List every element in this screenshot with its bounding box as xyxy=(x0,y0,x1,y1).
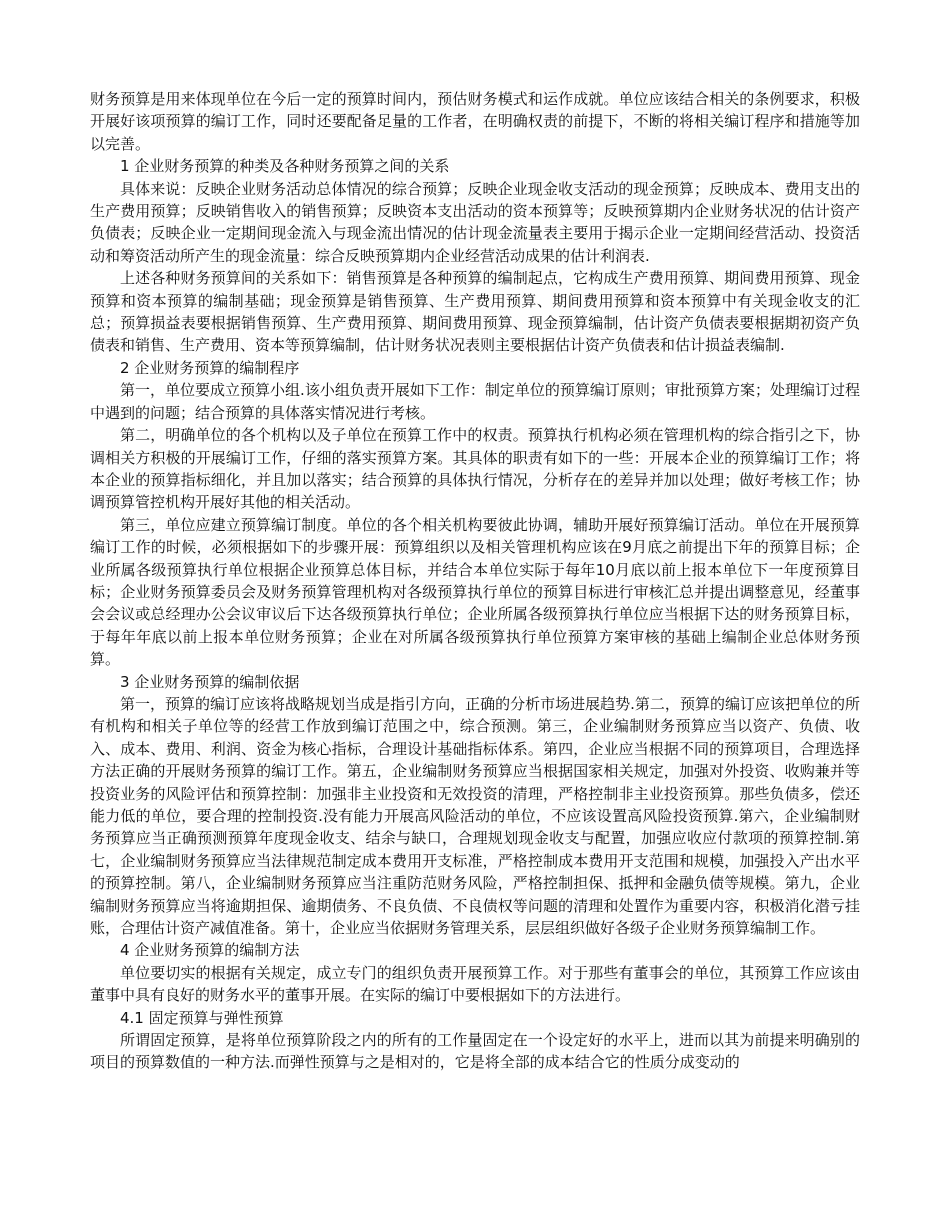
document-page xyxy=(90,88,860,1074)
body-paragraph: 上述各种财务预算间的关系如下：销售预算是各种预算的编制起点，它构成生产费用预算、期间费用预算、现金预算和资本预算的编制基础；现金预算是销售预算、生产费用预算、期间费用预算和资本预算中有关现金收支的汇总；预算损益表要根据销售预算、生产费用预算、期间费用预算、现金预算编制，估计资产负债表要根据期初资产负债表和销售、生产费用、资本等预算编制，估计财务状况表则主要根据估计资产负债表和估计损益表编制. xyxy=(90,269,860,355)
body-paragraph: 财务预算是用来体现单位在今后一定的预算时间内，预估财务模式和运作成就。单位应该结合相关的条例要求，积极开展好该项预算的编订工作，同时还要配备足量的工作者，在明确权责的前提下，不断的将相关编订程序和措施等加以完善。 xyxy=(90,90,860,153)
body-paragraph: 第三，单位应建立预算编订制度。单位的各个相关机构要彼此协调，辅助开展好预算编订活动。单位在开展预算编订工作的时候，必须根据如下的步骤开展：预算组织以及相关管理机构应该在9月底之前提出下年的预算目标；企业所属各级预算执行单位根据企业预算总体目标，并结合本单位实际于每年10月底以前上报本单位下一年度预算目标；企业财务预算委员会及财务预算管理机构对各级预算执行单位的预算目标进行审核汇总并提出调整意见，经董事会会议或总经理办公会议审议后下达各级预算执行单位；企业所属各级预算执行单位应当根据下达的财务预算目标，于每年年底以前上报本单位财务预算；企业在对所属各级预算执行单位预算方案审核的基础上编制企业总体财务预算。 xyxy=(90,515,860,669)
body-paragraph: 第一，预算的编订应该将战略规划当成是指引方向，正确的分析市场进展趋势.第二，预算的编订应该把单位的所有机构和相关子单位等的经营工作放到编订范围之中，综合预测。第三，企业编制财务预算应当以资产、负债、收入、成本、费用、利润、资金为核心指标，合理设计基础指标体系。第四，企业应当根据不同的预算项目，合理选择方法正确的开展财务预算的编订工作。第五，企业编制财务预算应当根据国家相关规定，加强对外投资、收购兼并等投资业务的风险评估和预算控制：加强非主业投资和无效投资的清理，严格控制非主业投资预算。那些负债多，偿还能力低的单位，要合理的控制投资.没有能力开展高风险活动的单位，不应该设置高风险投资预算.第六，企业编制财务预算应当正确预测预算年度现金收支、结余与缺口，合理规划现金收支与配置，加强应收应付款项的预算控制.第七，企业编制财务预算应当法律规范制定成本费用开支标准，严格控制成本费用开支范围和规模，加强投入产出水平的预算控制。第八，企业编制财务预算应当注重防范财务风险，严格控制担保、抵押和金融负债等规模。第九，企业编制财务预算应当将逾期担保、逾期债务、不良负债、不良债权等问题的清理和处置作为重要内容，积极消化潜亏挂账，合理估计资产减值准备。第十，企业应当依据财务管理关系，层层组织做好各级子企业财务预算编制工作。 xyxy=(90,694,860,938)
section-heading: 2 企业财务预算的编制程序 xyxy=(120,358,300,377)
subsection-heading: 4.1 固定预算与弹性预算 xyxy=(120,1008,284,1027)
section-heading: 1 企业财务预算的种类及各种财务预算之间的关系 xyxy=(120,157,450,176)
body-paragraph: 单位要切实的根据有关规定，成立专门的组织负责开展预算工作。对于那些有董事会的单位，其预算工作应该由董事中具有良好的财务水平的董事开展。在实际的编订中要根据如下的方法进行。 xyxy=(90,963,860,1005)
body-paragraph: 具体来说：反映企业财务活动总体情况的综合预算；反映企业现金收支活动的现金预算；反映成本、费用支出的生产费用预算；反映销售收入的销售预算；反映资本支出活动的资本预算等；反映预算期内企业财务状况的估计资产负债表；反映企业一定期间现金流入与现金流出情况的估计现金流量表主要用于揭示企业一定期间经营活动、投资活动和筹资活动所产生的现金流量：综合反映预算期内企业经营活动成果的估计利润表. xyxy=(90,179,860,265)
body-paragraph: 第二，明确单位的各个机构以及子单位在预算工作中的权责。预算执行机构必须在管理机构的综合指引之下，协调相关方积极的开展编订工作，仔细的落实预算方案。其具体的职责有如下的一些：开展本企业的预算编订工作；将本企业的预算指标细化，并且加以落实；结合预算的具体执行情况，分析存在的差异并加以处理；做好考核工作；协调预算管控机构开展好其他的相关活动。 xyxy=(90,426,860,512)
section-heading: 4 企业财务预算的编制方法 xyxy=(120,941,300,960)
body-paragraph: 所谓固定预算，是将单位预算阶段之内的所有的工作量固定在一个设定好的水平上，进而以其为前提来明确别的项目的预算数值的一种方法.而弹性预算与之是相对的，它是将全部的成本结合它的性质分成变动的 xyxy=(90,1031,860,1072)
section-heading: 3 企业财务预算的编制依据 xyxy=(120,672,300,691)
body-paragraph: 第一，单位要成立预算小组.该小组负责开展如下工作：制定单位的预算编订原则；审批预算方案；处理编订过程中遇到的问题；结合预算的具体落实情况进行考核。 xyxy=(90,381,860,422)
